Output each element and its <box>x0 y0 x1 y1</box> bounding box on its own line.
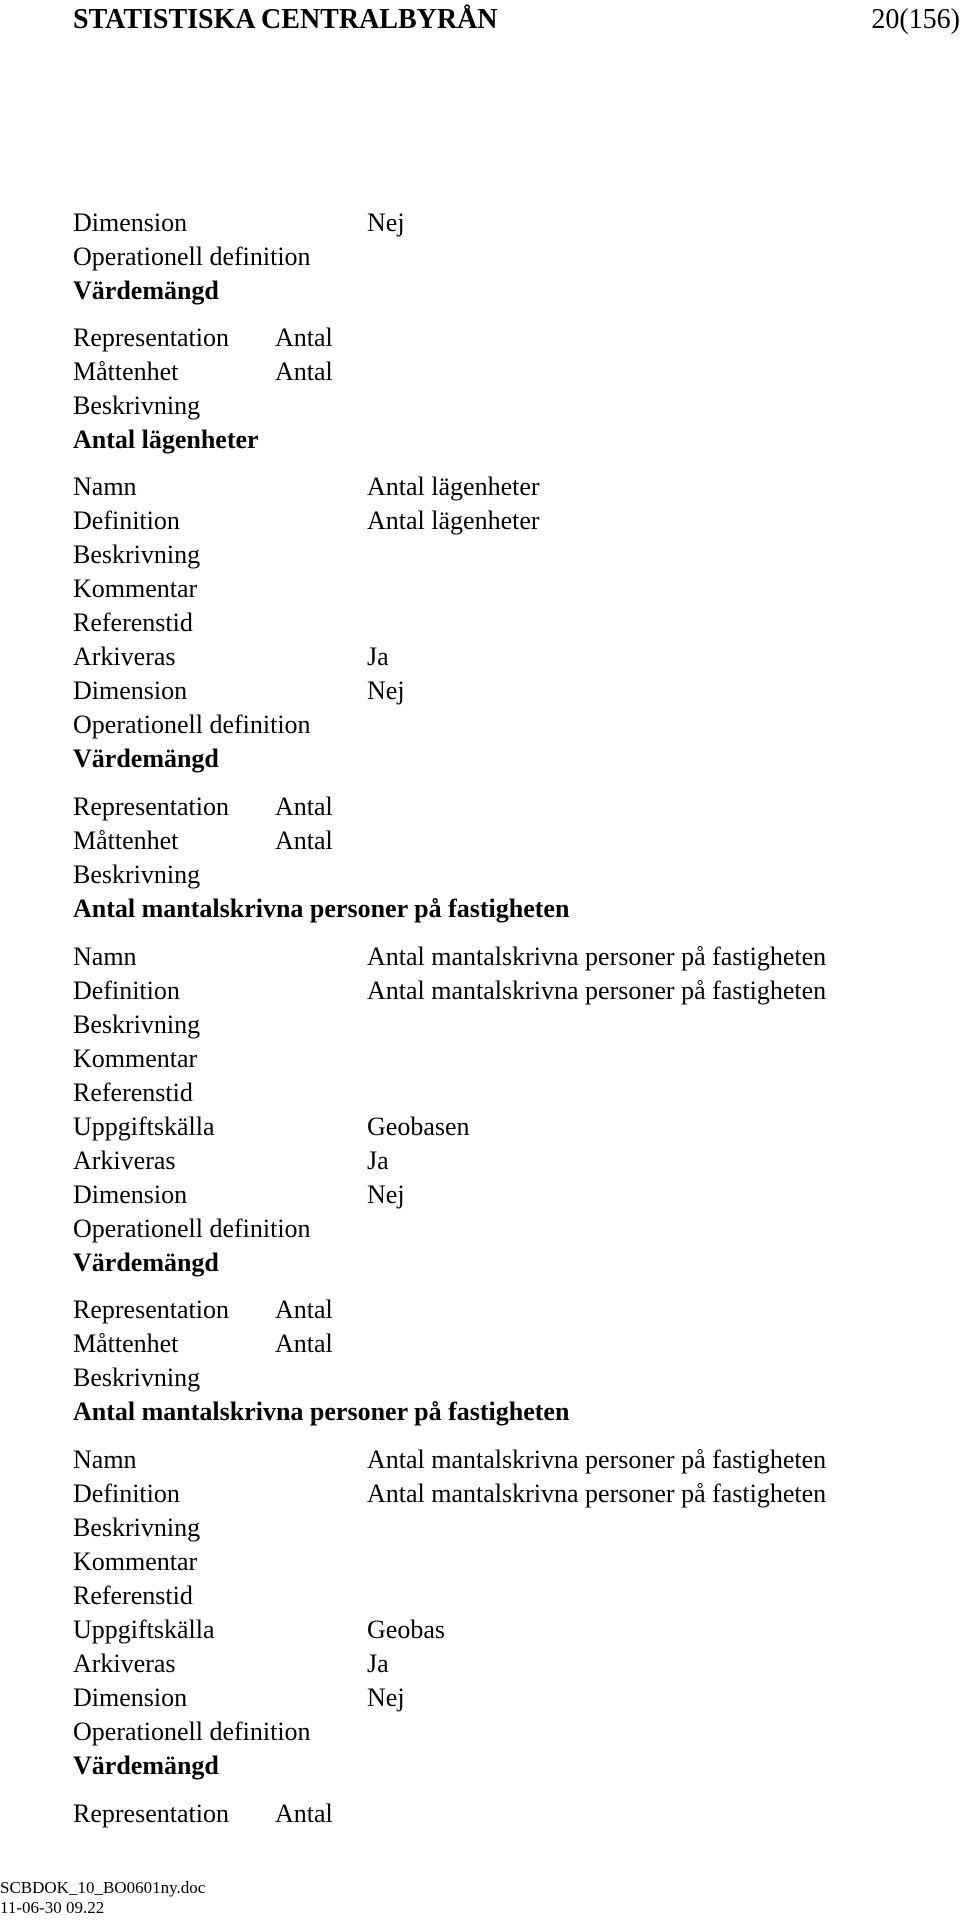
field-label: Beskrivning <box>73 391 201 420</box>
field-label: Representation <box>73 1295 229 1324</box>
field-label: Måttenhet <box>73 1329 179 1358</box>
field-label: Dimension <box>73 676 188 705</box>
field-value: Antal mantalskrivna personer på fastigheten <box>367 942 827 971</box>
field-value: Antal <box>275 323 333 352</box>
field-label: Operationell definition <box>73 710 311 739</box>
field-value: Antal <box>275 826 333 855</box>
field-label: Måttenhet <box>73 357 179 386</box>
field-label: Namn <box>73 1445 137 1474</box>
variable-heading: Antal mantalskrivna personer på fastigheten <box>73 1397 570 1426</box>
field-label: Definition <box>73 1479 180 1508</box>
field-label: Uppgiftskälla <box>73 1112 215 1141</box>
field-label: Definition <box>73 976 180 1005</box>
field-label: Dimension <box>73 1180 188 1209</box>
field-label: Operationell definition <box>73 242 311 271</box>
field-label: Namn <box>73 942 137 971</box>
field-label: Kommentar <box>73 1044 198 1073</box>
value-set-heading: Värdemängd <box>73 1751 219 1780</box>
field-label: Uppgiftskälla <box>73 1615 215 1644</box>
field-label: Representation <box>73 1799 229 1828</box>
value-set-heading: Värdemängd <box>73 276 219 305</box>
field-value: Geobas <box>367 1615 445 1644</box>
field-label: Referenstid <box>73 1581 193 1610</box>
field-value: Nej <box>367 1180 405 1209</box>
field-value: Geobasen <box>367 1112 470 1141</box>
field-label: Representation <box>73 323 229 352</box>
field-label: Namn <box>73 472 137 501</box>
field-label: Beskrivning <box>73 860 201 889</box>
field-value: Antal <box>275 1799 333 1828</box>
footer-filename: SCBDOK_10_BO0601ny.doc <box>0 1878 206 1897</box>
field-value: Ja <box>367 1649 389 1678</box>
field-value: Ja <box>367 1146 389 1175</box>
page-number: 20(156) <box>871 4 960 35</box>
field-label: Representation <box>73 792 229 821</box>
field-label: Beskrivning <box>73 540 201 569</box>
field-label: Dimension <box>73 1683 188 1712</box>
field-label: Måttenhet <box>73 826 179 855</box>
field-value: Antal lägenheter <box>367 506 540 535</box>
field-value: Antal mantalskrivna personer på fastigheten <box>367 1479 827 1508</box>
field-label: Dimension <box>73 208 188 237</box>
variable-heading: Antal mantalskrivna personer på fastigheten <box>73 894 570 923</box>
field-value: Ja <box>367 642 389 671</box>
field-label: Arkiveras <box>73 1649 176 1678</box>
field-value: Nej <box>367 1683 405 1712</box>
field-value: Antal mantalskrivna personer på fastigheten <box>367 1445 827 1474</box>
field-value: Antal <box>275 357 333 386</box>
field-value: Antal lägenheter <box>367 472 540 501</box>
field-value: Antal mantalskrivna personer på fastigheten <box>367 976 827 1005</box>
field-value: Nej <box>367 208 405 237</box>
variable-heading: Antal lägenheter <box>73 425 259 454</box>
field-value: Antal <box>275 1329 333 1358</box>
value-set-heading: Värdemängd <box>73 744 219 773</box>
header-org: STATISTISKA CENTRALBYRÅN <box>73 4 498 35</box>
field-label: Kommentar <box>73 1547 198 1576</box>
field-value: Nej <box>367 676 405 705</box>
field-label: Beskrivning <box>73 1010 201 1039</box>
field-label: Operationell definition <box>73 1717 311 1746</box>
field-label: Definition <box>73 506 180 535</box>
field-label: Operationell definition <box>73 1214 311 1243</box>
field-label: Arkiveras <box>73 1146 176 1175</box>
field-label: Referenstid <box>73 1078 193 1107</box>
footer-datetime: 11-06-30 09.22 <box>0 1898 105 1917</box>
field-label: Arkiveras <box>73 642 176 671</box>
field-label: Beskrivning <box>73 1363 201 1392</box>
field-value: Antal <box>275 792 333 821</box>
field-label: Beskrivning <box>73 1513 201 1542</box>
field-value: Antal <box>275 1295 333 1324</box>
field-label: Kommentar <box>73 574 198 603</box>
field-label: Referenstid <box>73 608 193 637</box>
value-set-heading: Värdemängd <box>73 1248 219 1277</box>
